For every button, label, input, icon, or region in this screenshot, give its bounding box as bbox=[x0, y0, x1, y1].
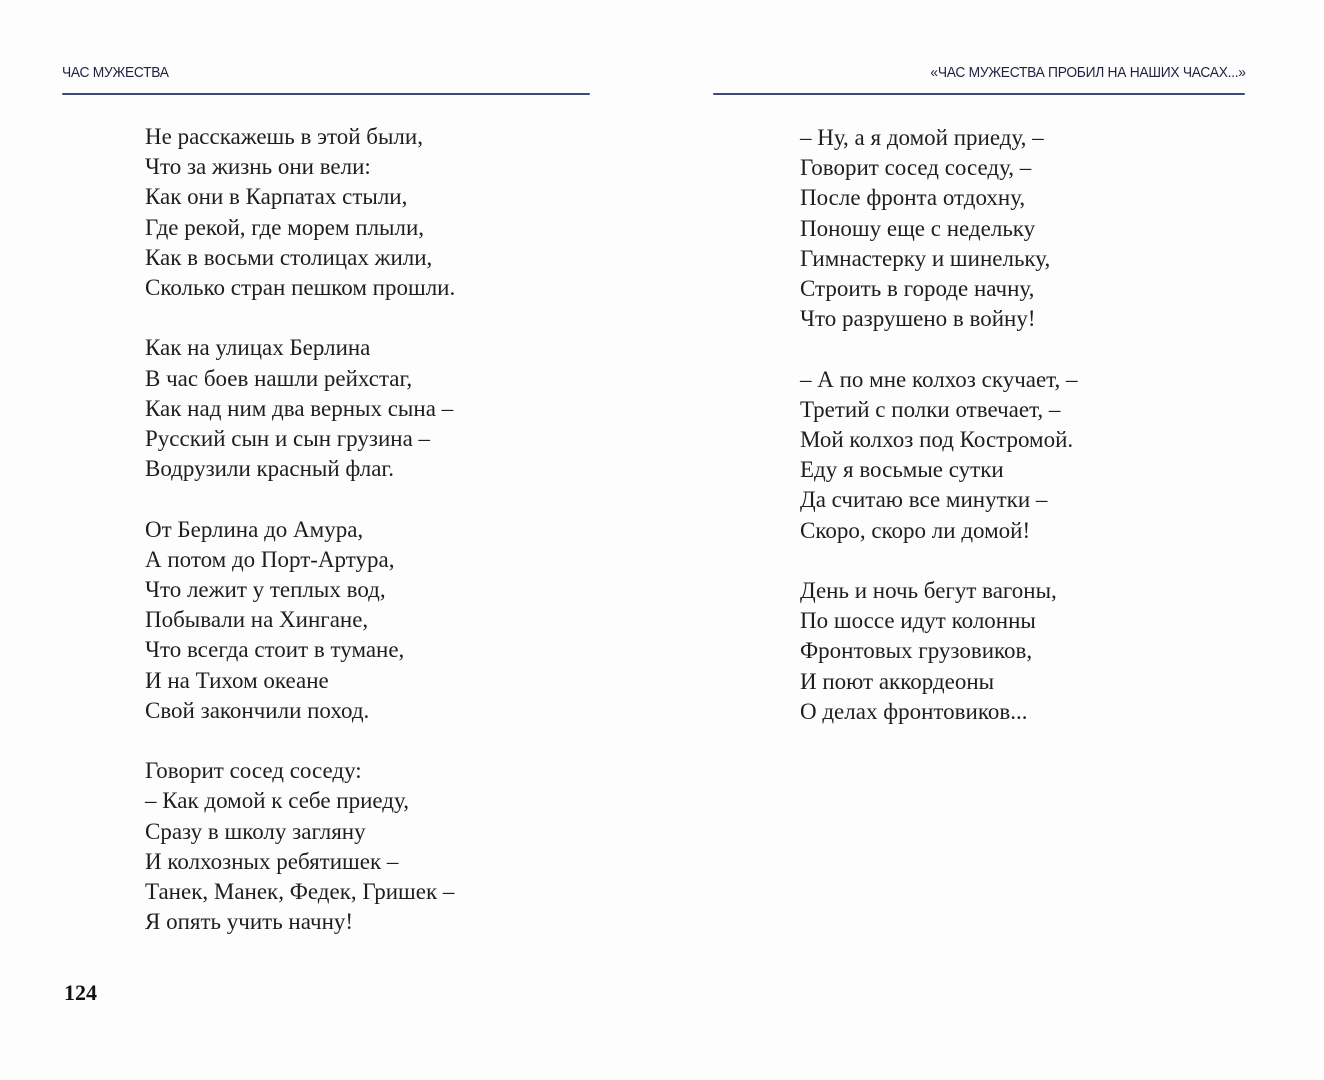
left-page-poem bbox=[145, 122, 455, 968]
verse-line: Мой колхоз под Костромой. bbox=[800, 427, 1074, 453]
verse-line: Сколько стран пешком прошли. bbox=[145, 275, 456, 301]
verse-line: Что лежит у теплых вод, bbox=[145, 577, 386, 603]
verse-line: По шоссе идут колонны bbox=[800, 608, 1036, 634]
verse-line: От Берлина до Амура, bbox=[145, 516, 364, 542]
verse-line: Танек, Манек, Федек, Гришек – bbox=[145, 879, 455, 905]
stanza bbox=[145, 333, 455, 484]
page-number: 124 bbox=[64, 980, 97, 1005]
verse-line: Да считаю все минутки – bbox=[800, 487, 1048, 513]
verse-line: Скоро, скоро ли домой! bbox=[800, 517, 1031, 543]
stanza bbox=[145, 756, 455, 937]
stanza bbox=[145, 515, 455, 726]
verse-line: Еду я восьмые сутки bbox=[800, 457, 1004, 483]
verse-line: Сразу в школу загляну bbox=[145, 818, 366, 844]
verse-line: Фронтовых грузовиков, bbox=[800, 638, 1033, 664]
stanza bbox=[145, 122, 455, 303]
verse-line: – Ну, а я домой приеду, – bbox=[800, 125, 1044, 150]
verse-line: После фронта отдохну, bbox=[800, 185, 1026, 211]
running-header-right: «ЧАС МУЖЕСТВА ПРОБИЛ НА НАШИХ ЧАСАХ...» bbox=[930, 64, 1246, 81]
verse-line: – Как домой к себе приеду, bbox=[145, 788, 409, 814]
verse-line: День и ночь бегут вагоны, bbox=[800, 578, 1057, 604]
verse-line: Не расскажешь в этой были, bbox=[145, 124, 423, 149]
verse-line: В час боев нашли рейхстаг, bbox=[145, 365, 413, 391]
verse-line: Поношу еще с недельку bbox=[800, 215, 1036, 241]
verse-line: – А по мне колхоз скучает, – bbox=[800, 366, 1078, 392]
running-header-left: ЧАС МУЖЕСТВА bbox=[62, 64, 169, 81]
verse-line: Я опять учить начну! bbox=[145, 909, 354, 935]
right-page-poem bbox=[800, 123, 1078, 757]
verse-line: О делах фронтовиков... bbox=[800, 698, 1028, 724]
verse-line: Как в восьми столицах жили, bbox=[145, 244, 433, 270]
verse-line: И поют аккордеоны bbox=[800, 668, 995, 694]
verse-line: Говорит сосед соседу, – bbox=[800, 155, 1032, 181]
header-rule-left bbox=[62, 93, 590, 95]
verse-line: Как они в Карпатах стыли, bbox=[145, 184, 408, 210]
verse-line: Где рекой, где морем плыли, bbox=[145, 214, 425, 240]
verse-line: Как на улицах Берлина bbox=[145, 335, 371, 361]
stanza bbox=[800, 576, 1078, 727]
verse-line: Свой закончили поход. bbox=[145, 697, 370, 723]
header-rule-right bbox=[713, 93, 1245, 95]
verse-line: Третий с полки отвечает, – bbox=[800, 396, 1061, 422]
verse-line: Что разрушено в войну! bbox=[800, 306, 1036, 332]
verse-line: Русский сын и сын грузина – bbox=[145, 426, 431, 452]
verse-line: Побывали на Хингане, bbox=[145, 607, 369, 633]
stanza bbox=[800, 365, 1078, 546]
verse-line: Как над ним два верных сына – bbox=[145, 395, 454, 421]
stanza bbox=[800, 123, 1078, 334]
verse-line: Что всегда стоит в тумане, bbox=[145, 637, 405, 663]
verse-line: Гимнастерку и шинельку, bbox=[800, 245, 1051, 271]
verse-line: Что за жизнь они вели: bbox=[145, 154, 371, 180]
verse-line: И на Тихом океане bbox=[145, 667, 329, 693]
verse-line: Говорит сосед соседу: bbox=[145, 758, 362, 784]
verse-line: Водрузили красный флаг. bbox=[145, 456, 395, 482]
verse-line: Строить в городе начну, bbox=[800, 276, 1035, 302]
verse-line: А потом до Порт-Артура, bbox=[145, 546, 395, 572]
verse-line: И колхозных ребятишек – bbox=[145, 848, 399, 874]
